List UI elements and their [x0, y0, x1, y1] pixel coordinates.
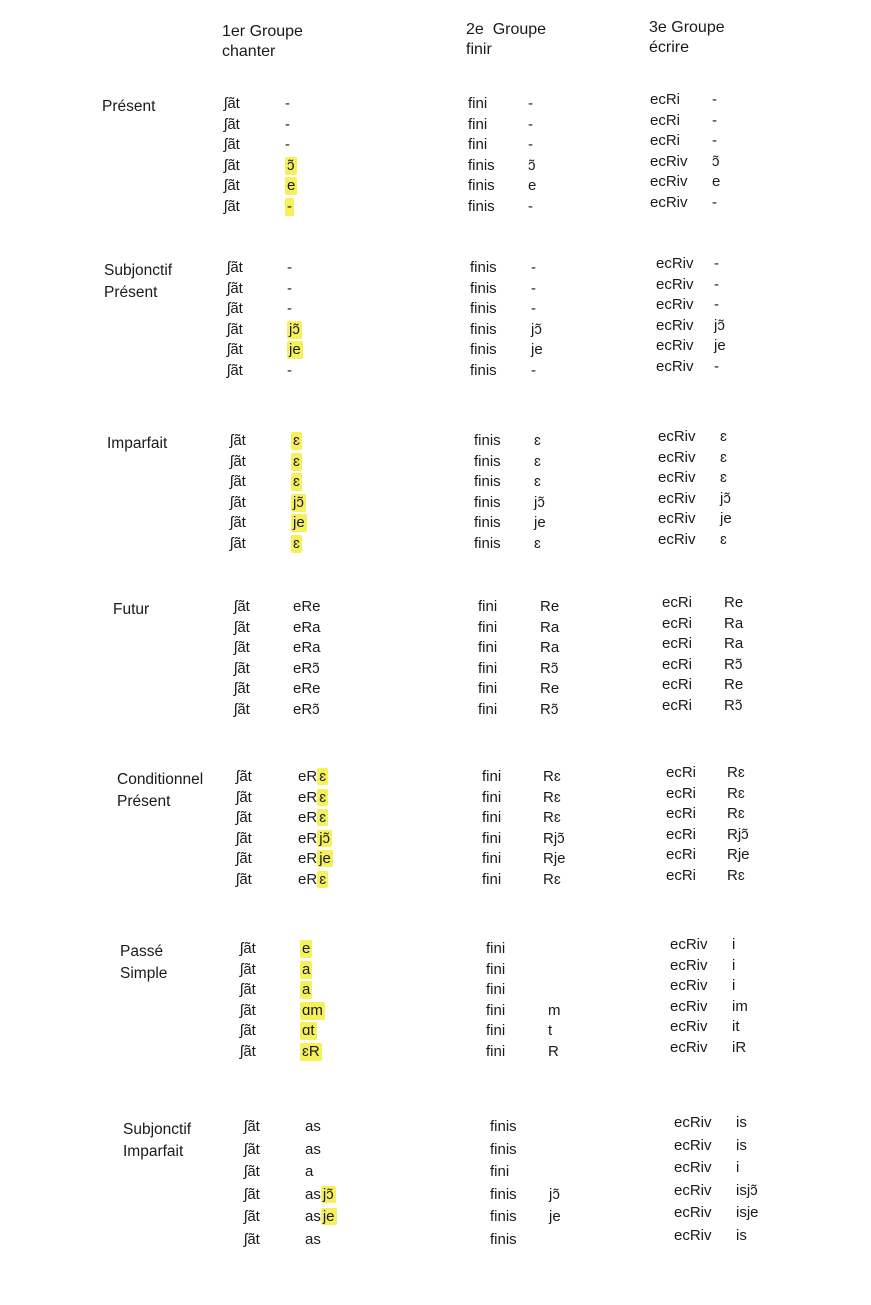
g1-ending-highlight: ɛ [319, 870, 327, 888]
g3-stem: ecRiv [658, 469, 696, 486]
g1-ending [305, 1231, 321, 1249]
g3-ending: - [712, 111, 717, 129]
g1-ending: ɛ [293, 534, 300, 552]
g1-ending-plain: as [305, 1118, 321, 1135]
g1-stem: ʃãt [240, 1001, 256, 1019]
g2-stem: finis [474, 534, 501, 552]
g1-stem: ʃãt [244, 1140, 260, 1158]
g3-ending: Rɛ [727, 764, 745, 781]
group2-verb: finir [466, 41, 492, 58]
g3-ending: Rɛ [727, 805, 745, 822]
tense-label: Présent [104, 284, 158, 301]
g3-ending: is [736, 1136, 747, 1154]
g1-stem: ʃãt [240, 1022, 256, 1039]
g3-stem: ecRiv [656, 357, 694, 375]
g3-ending: i [736, 1159, 740, 1176]
g1-ending: ɛR [302, 1042, 320, 1060]
g1-ending: eRɔ̃ [293, 700, 320, 718]
g1-ending: e [287, 177, 296, 194]
g3-ending: ɛ [720, 448, 727, 466]
group1-title: 1er Groupe [222, 23, 303, 40]
g2-ending: ɛ [534, 452, 541, 470]
g2-ending: Rɔ̃ [540, 700, 559, 718]
g1-ending: eRɔ̃ [293, 659, 320, 677]
g3-stem: ecRi [666, 764, 697, 781]
g2-stem: fini [468, 136, 488, 153]
g3-ending: je [714, 337, 726, 354]
g3-ending: e [712, 173, 721, 190]
g2-stem: finis [470, 341, 497, 358]
g1-stem: ʃãt [227, 320, 243, 338]
g1-ending: - [287, 300, 292, 317]
g1-stem: ʃãt [236, 870, 252, 888]
g1-ending: ɛ [293, 473, 300, 490]
g2-stem: finis [474, 493, 501, 511]
g3-stem: ecRiv [670, 1018, 708, 1035]
g2-ending: - [528, 136, 533, 153]
g2-stem: fini [482, 829, 502, 847]
g2-stem: finis [490, 1230, 517, 1248]
tense-label: Futur [113, 601, 150, 618]
g2-ending: Ra [540, 639, 560, 656]
g3-stem: ecRiv [658, 510, 696, 527]
group2-header [466, 20, 546, 60]
g2-ending: Rjɔ̃ [543, 829, 565, 847]
g1-ending-plain: eR [298, 829, 318, 847]
g1-ending [305, 1118, 321, 1136]
g1-stem: ʃãt [240, 960, 256, 978]
tense-label: Conditionnel [117, 771, 204, 788]
g1-ending [305, 1186, 336, 1204]
g2-ending: Rɛ [543, 809, 561, 826]
g1-ending [298, 850, 333, 868]
g3-stem: ecRiv [670, 956, 708, 974]
g1-stem: ʃãt [230, 534, 246, 552]
g1-ending: e [302, 940, 311, 957]
g1-ending [305, 1208, 337, 1226]
g1-ending: a [302, 981, 311, 998]
g3-stem: ecRi [662, 676, 693, 693]
g1-ending: ɑt [302, 1022, 315, 1039]
g1-ending: eRe [293, 598, 321, 615]
g1-stem: ʃãt [230, 514, 246, 531]
g2-stem: fini [468, 95, 488, 112]
g3-stem: ecRiv [656, 255, 694, 272]
g2-ending: ɛ [534, 432, 541, 449]
g2-stem: finis [470, 300, 497, 317]
g1-stem: ʃãt [227, 279, 243, 297]
g1-stem: ʃãt [236, 809, 252, 826]
g1-ending-plain: eR [298, 788, 318, 806]
g3-stem: ecRi [650, 132, 681, 149]
tense-label: Subjonctif [123, 1121, 192, 1138]
g2-stem: fini [478, 639, 498, 656]
g1-stem: ʃãt [236, 850, 252, 867]
g3-ending: Ra [724, 614, 744, 632]
g1-ending: - [287, 197, 292, 215]
g3-ending: jɔ̃ [720, 489, 731, 507]
g2-ending: - [531, 361, 536, 379]
g2-stem: finis [474, 514, 501, 531]
g3-ending: Rjɔ̃ [727, 825, 749, 843]
g3-ending: - [714, 275, 719, 293]
g1-stem: ʃãt [244, 1230, 260, 1248]
g1-stem: ʃãt [240, 940, 256, 957]
g2-ending: - [531, 300, 536, 317]
g1-stem: ʃãt [234, 598, 250, 615]
g2-stem: finis [490, 1118, 517, 1135]
g2-stem: finis [474, 452, 501, 470]
g3-stem: ecRi [666, 866, 697, 884]
g1-ending: - [287, 279, 292, 297]
g2-stem: fini [482, 850, 502, 867]
g3-ending: - [714, 255, 719, 272]
g3-stem: ecRiv [674, 1159, 712, 1176]
g2-stem: fini [486, 1042, 506, 1060]
g3-stem: ecRiv [674, 1204, 712, 1221]
g1-ending-plain: as [305, 1230, 321, 1248]
g2-stem: fini [478, 598, 498, 615]
g1-ending-plain: eR [298, 809, 318, 826]
g1-ending [298, 871, 328, 889]
g3-stem: ecRiv [656, 316, 694, 334]
g1-ending [305, 1141, 321, 1159]
g2-ending: ɛ [534, 534, 541, 552]
g3-stem: ecRiv [674, 1181, 712, 1199]
g3-ending: ɛ [720, 469, 727, 486]
g3-stem: ecRi [666, 846, 697, 863]
g1-ending: eRa [293, 618, 321, 636]
g3-ending: Rɔ̃ [724, 655, 743, 673]
g1-ending-highlight: jɔ̃ [322, 1185, 334, 1203]
g3-stem: ecRiv [670, 1038, 708, 1056]
g1-ending: je [289, 341, 301, 358]
g3-ending: Re [724, 594, 744, 611]
g3-stem: ecRiv [650, 173, 688, 190]
g1-ending: je [293, 514, 305, 531]
g1-stem: ʃãt [236, 829, 252, 847]
g1-stem: ʃãt [230, 473, 246, 490]
g1-stem: ʃãt [230, 452, 246, 470]
g3-ending: ɛ [720, 530, 727, 548]
g3-ending: Rɔ̃ [724, 696, 743, 714]
group3-verb: écrire [649, 39, 690, 56]
g2-stem: finis [470, 259, 497, 276]
g3-stem: ecRiv [650, 193, 688, 211]
g2-ending: jɔ̃ [531, 320, 542, 338]
g1-ending [298, 809, 328, 827]
g3-ending: Rɛ [727, 784, 745, 802]
g2-ending: m [548, 1001, 561, 1019]
g3-ending: ɔ̃ [712, 152, 720, 170]
g2-stem: finis [468, 177, 495, 194]
g1-ending-highlight: je [322, 1208, 335, 1225]
g3-ending: - [712, 91, 717, 108]
g3-stem: ecRiv [674, 1114, 712, 1131]
g2-ending: je [534, 514, 546, 531]
g2-stem: fini [486, 1001, 506, 1019]
g1-stem: ʃãt [227, 300, 243, 317]
g3-stem: ecRiv [658, 448, 696, 466]
group3-title: 3e Groupe [649, 19, 725, 36]
g3-stem: ecRiv [656, 275, 694, 293]
g3-stem: ecRiv [656, 296, 694, 313]
group1-header [222, 22, 303, 62]
g3-stem: ecRi [650, 111, 681, 129]
g2-ending: je [531, 341, 543, 358]
g1-ending-plain: a [305, 1163, 314, 1180]
g2-stem: fini [478, 700, 498, 718]
g2-stem: finis [470, 279, 497, 297]
g1-ending: jɔ̃ [293, 493, 304, 511]
g3-ending: iR [732, 1038, 747, 1056]
g2-stem: fini [482, 809, 502, 826]
g2-ending: - [531, 259, 536, 276]
group1-verb: chanter [222, 43, 276, 60]
g1-ending [305, 1163, 313, 1181]
g1-ending-highlight: jɔ̃ [319, 829, 331, 847]
g2-stem: finis [490, 1140, 517, 1158]
g2-stem: finis [490, 1185, 517, 1203]
tense-label: Présent [102, 98, 156, 115]
g2-ending: Ra [540, 618, 560, 636]
g3-stem: ecRiv [674, 1136, 712, 1154]
g2-ending: Rɛ [543, 870, 561, 888]
g3-ending: Rɛ [727, 866, 745, 884]
g3-stem: ecRi [662, 635, 693, 652]
g3-ending: - [712, 132, 717, 149]
g3-ending: is [736, 1114, 747, 1131]
g1-ending-plain: eR [298, 870, 318, 888]
g2-stem: fini [482, 788, 502, 806]
g3-stem: ecRiv [656, 337, 694, 354]
g1-ending [298, 830, 332, 848]
g1-stem: ʃãt [234, 659, 250, 677]
g1-stem: ʃãt [227, 341, 243, 358]
g3-ending: i [732, 936, 736, 953]
g3-stem: ecRiv [674, 1226, 712, 1244]
tense-label: Subjonctif [104, 262, 173, 279]
g1-stem: ʃãt [224, 156, 240, 174]
g1-ending [298, 768, 328, 786]
g3-ending: Re [724, 676, 744, 693]
g2-stem: fini [478, 659, 498, 677]
g2-ending: je [549, 1208, 561, 1225]
g3-stem: ecRiv [670, 997, 708, 1015]
g1-ending-plain: as [305, 1208, 321, 1225]
g1-ending-plain: eR [298, 850, 318, 867]
g3-stem: ecRi [662, 614, 693, 632]
g2-ending: jɔ̃ [549, 1185, 560, 1203]
g2-stem: fini [486, 1022, 506, 1039]
g2-stem: fini [478, 618, 498, 636]
g2-stem: fini [482, 768, 502, 785]
g3-stem: ecRiv [670, 977, 708, 994]
g1-stem: ʃãt [240, 981, 256, 998]
g2-ending: Rɔ̃ [540, 659, 559, 677]
g3-ending: isje [736, 1204, 759, 1221]
g2-stem: finis [468, 197, 495, 215]
g3-ending: - [712, 193, 717, 211]
g3-ending: im [732, 997, 748, 1015]
g1-stem: ʃãt [234, 639, 250, 656]
g3-ending: i [732, 956, 736, 974]
g3-ending: ɛ [720, 428, 727, 445]
g2-stem: fini [490, 1163, 510, 1180]
g1-stem: ʃãt [244, 1163, 260, 1180]
g2-ending: - [528, 197, 533, 215]
g1-stem: ʃãt [234, 618, 250, 636]
g2-ending: Re [540, 598, 560, 615]
g1-ending: jɔ̃ [289, 320, 300, 338]
g2-ending: - [531, 279, 536, 297]
g3-stem: ecRi [666, 825, 697, 843]
g1-stem: ʃãt [224, 177, 240, 194]
g1-stem: ʃãt [234, 700, 250, 718]
g1-stem: ʃãt [230, 493, 246, 511]
g1-stem: ʃãt [244, 1118, 260, 1135]
g1-ending [298, 789, 328, 807]
g2-stem: finis [470, 320, 497, 338]
g1-ending: ɛ [293, 452, 300, 470]
g1-ending: ɔ̃ [287, 156, 295, 174]
g3-stem: ecRi [662, 696, 693, 714]
g2-ending: Rɛ [543, 768, 561, 785]
tense-label: Présent [117, 793, 171, 810]
tense-label: Imparfait [123, 1143, 184, 1160]
g2-ending: e [528, 177, 537, 194]
g1-ending: eRe [293, 680, 321, 697]
g1-stem: ʃãt [234, 680, 250, 697]
g3-stem: ecRiv [670, 936, 708, 953]
g2-stem: finis [468, 156, 495, 174]
g3-stem: ecRi [662, 655, 693, 673]
g3-stem: ecRi [662, 594, 693, 611]
g2-ending: jɔ̃ [534, 493, 545, 511]
g3-ending: it [732, 1018, 740, 1035]
g1-ending-highlight: ɛ [319, 768, 327, 785]
g2-stem: fini [486, 981, 506, 998]
g2-ending: - [528, 95, 533, 112]
g1-ending: ɑm [302, 1001, 323, 1019]
tense-label: Passé [120, 943, 164, 960]
g2-stem: finis [470, 361, 497, 379]
g3-stem: ecRi [666, 805, 697, 822]
g3-ending: jɔ̃ [714, 316, 725, 334]
g3-stem: ecRiv [650, 152, 688, 170]
g3-stem: ecRiv [658, 530, 696, 548]
g3-ending: - [714, 296, 719, 313]
g3-ending: je [720, 510, 732, 527]
g1-stem: ʃãt [244, 1185, 260, 1203]
g3-ending: is [736, 1226, 747, 1244]
g1-stem: ʃãt [227, 361, 243, 379]
g2-stem: finis [474, 432, 501, 449]
g1-stem: ʃãt [244, 1208, 260, 1225]
tense-label: Imparfait [107, 435, 168, 452]
g1-stem: ʃãt [240, 1042, 256, 1060]
g3-ending: i [732, 977, 736, 994]
g1-ending: a [302, 960, 311, 978]
g2-ending: ɔ̃ [528, 156, 536, 174]
g3-ending: - [714, 357, 719, 375]
g1-ending: - [287, 361, 292, 379]
g2-ending: t [548, 1022, 553, 1039]
g1-ending-plain: eR [298, 768, 318, 785]
g3-stem: ecRiv [658, 489, 696, 507]
g1-stem: ʃãt [227, 259, 243, 276]
g2-stem: fini [482, 870, 502, 888]
g2-stem: fini [486, 960, 506, 978]
g1-stem: ʃãt [224, 95, 240, 112]
g1-stem: ʃãt [236, 788, 252, 806]
g2-ending: - [528, 115, 533, 133]
g3-stem: ecRiv [658, 428, 696, 445]
g3-ending: isjɔ̃ [736, 1181, 758, 1199]
g3-stem: ecRi [666, 784, 697, 802]
g1-stem: ʃãt [230, 432, 246, 449]
g2-stem: finis [490, 1208, 517, 1225]
g3-ending: Ra [724, 635, 744, 652]
g1-ending: - [285, 115, 290, 133]
g2-ending: Re [540, 680, 560, 697]
g1-stem: ʃãt [224, 136, 240, 153]
g1-stem: ʃãt [236, 768, 252, 785]
g1-ending-highlight: ɛ [319, 788, 327, 806]
g1-ending-plain: as [305, 1185, 321, 1203]
g1-ending-highlight: je [319, 850, 331, 867]
g1-ending: - [287, 259, 292, 276]
g3-ending: Rje [727, 846, 750, 863]
g2-ending: Rje [543, 850, 566, 867]
g1-ending: - [285, 136, 290, 153]
g1-ending-highlight: ɛ [319, 809, 327, 826]
tense-label: Simple [120, 965, 168, 982]
g1-ending: - [285, 95, 290, 112]
g1-ending-plain: as [305, 1140, 321, 1158]
g2-ending: R [548, 1042, 559, 1060]
g1-ending: ɛ [293, 432, 300, 449]
g2-stem: fini [486, 940, 506, 957]
group3-header [649, 18, 725, 58]
g2-stem: fini [478, 680, 498, 697]
group2-title: 2e Groupe [466, 21, 547, 38]
g2-stem: fini [468, 115, 488, 133]
g1-ending: eRa [293, 639, 321, 656]
g3-stem: ecRi [650, 91, 681, 108]
g2-stem: finis [474, 473, 501, 490]
g1-stem: ʃãt [224, 197, 240, 215]
g2-ending: ɛ [534, 473, 541, 490]
g2-ending: Rɛ [543, 788, 561, 806]
g1-stem: ʃãt [224, 115, 240, 133]
